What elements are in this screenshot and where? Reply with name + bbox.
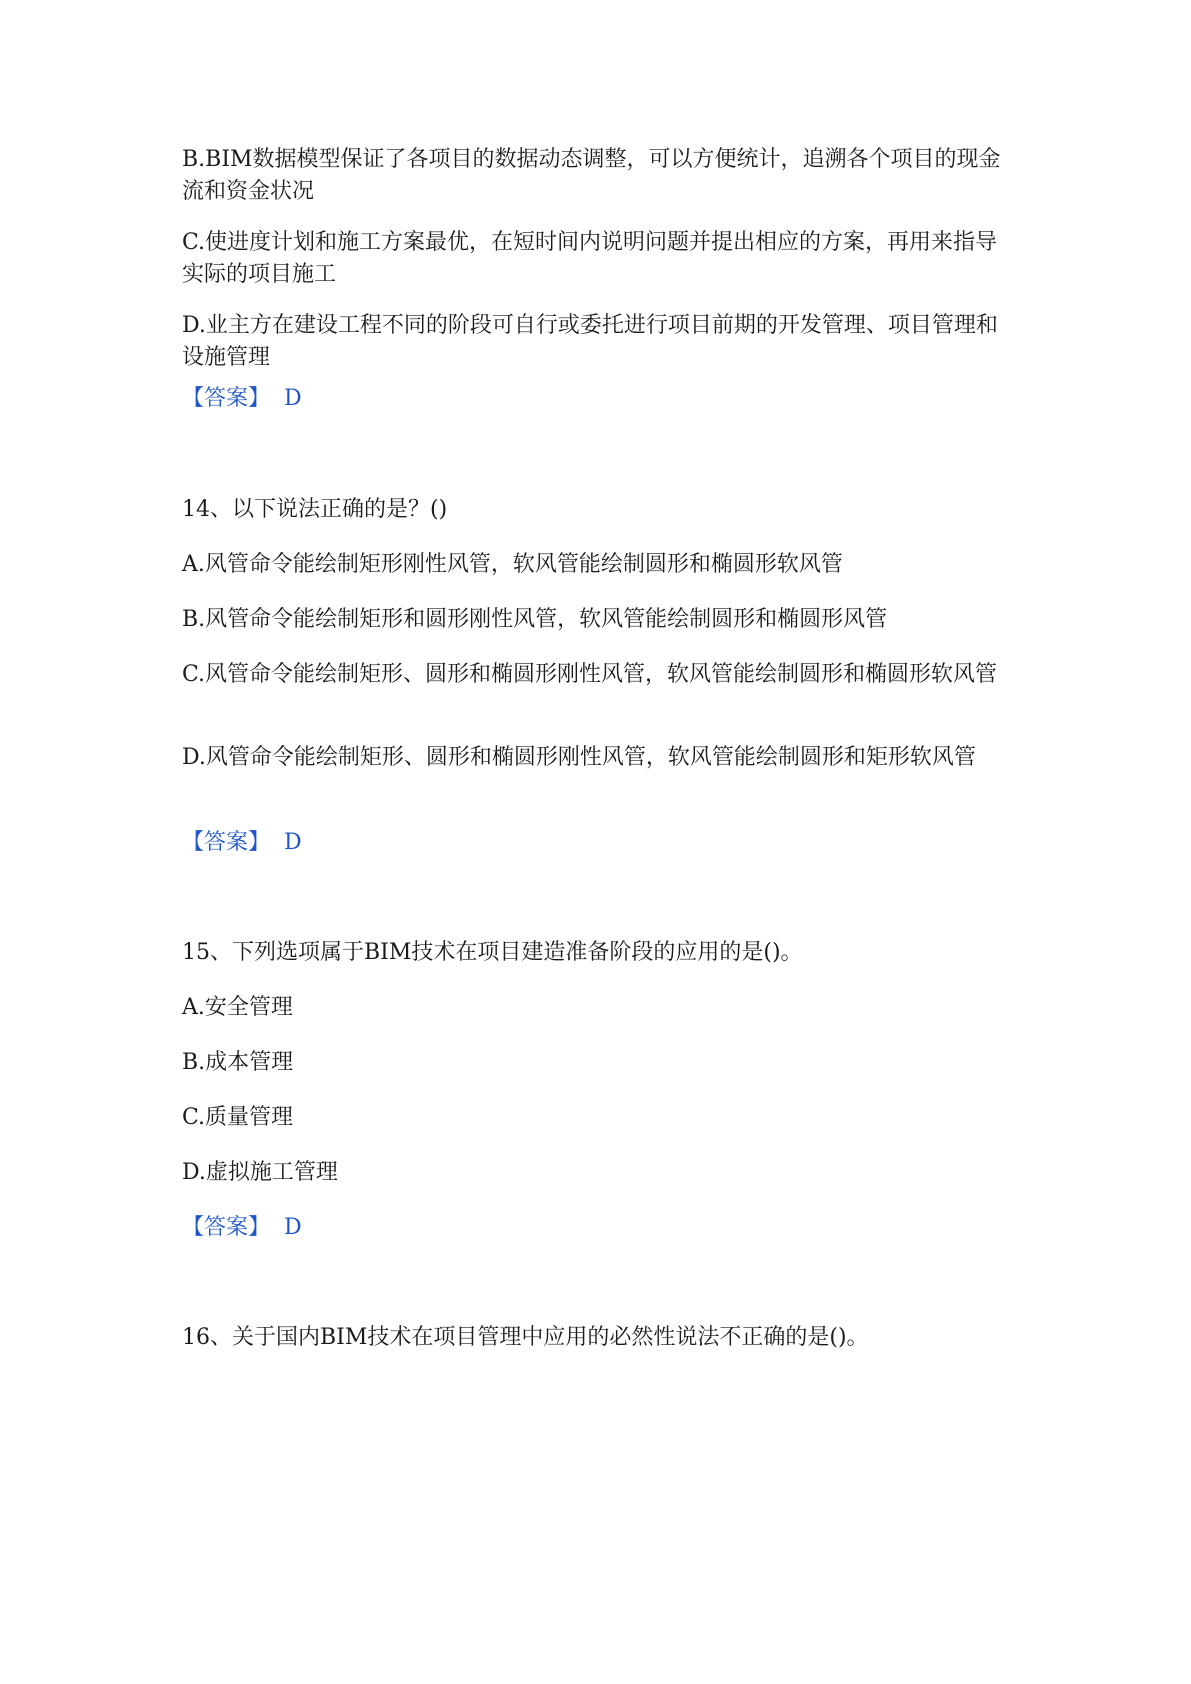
q13-option-c: C.使进度计划和施工方案最优，在短时间内说明问题并提出相应的方案，再用来指导实际的项目施工 xyxy=(182,230,998,287)
q15-answer-label: 【答案】 xyxy=(182,1215,271,1240)
q15-option-a: A.安全管理 xyxy=(182,995,293,1020)
q15-option-b: B.成本管理 xyxy=(182,1050,294,1075)
q14-answer xyxy=(182,827,1012,859)
q14-stem: 14、以下说法正确的是？() xyxy=(182,497,448,522)
q14-answer-label: 【答案】 xyxy=(182,830,271,855)
q15-stem: 15、下列选项属于BIM技术在项目建造准备阶段的应用的是()。 xyxy=(182,940,803,965)
q15-option-c: C.质量管理 xyxy=(182,1105,294,1130)
q14-option-a: A.风管命令能绘制矩形刚性风管，软风管能绘制圆形和椭圆形软风管 xyxy=(182,552,843,577)
q14-option-d: D.风管命令能绘制矩形、圆形和椭圆形刚性风管，软风管能绘制圆形和矩形软风管 xyxy=(182,745,976,770)
q14-option-b: B.风管命令能绘制矩形和圆形刚性风管，软风管能绘制圆形和椭圆形风管 xyxy=(182,607,888,632)
q13-option-d: D.业主方在建设工程不同的阶段可自行或委托进行项目前期的开发管理、项目管理和设施管理 xyxy=(182,313,998,370)
q13-option-b: B.BIM数据模型保证了各项目的数据动态调整，可以方便统计，追溯各个项目的现金流和资金状况 xyxy=(182,147,1001,204)
q15-option-d: D.虚拟施工管理 xyxy=(182,1160,338,1185)
q13-answer xyxy=(182,383,1012,415)
q13-answer-letter: D xyxy=(284,386,302,411)
q13-answer-label: 【答案】 xyxy=(182,386,271,411)
q14-answer-letter: D xyxy=(284,830,302,855)
q15-answer-letter: D xyxy=(284,1215,302,1240)
q16-stem: 16、关于国内BIM技术在项目管理中应用的必然性说法不正确的是()。 xyxy=(182,1325,869,1350)
q15-answer xyxy=(182,1212,1012,1244)
q14-option-c: C.风管命令能绘制矩形、圆形和椭圆形刚性风管，软风管能绘制圆形和椭圆形软风管 xyxy=(182,662,998,687)
